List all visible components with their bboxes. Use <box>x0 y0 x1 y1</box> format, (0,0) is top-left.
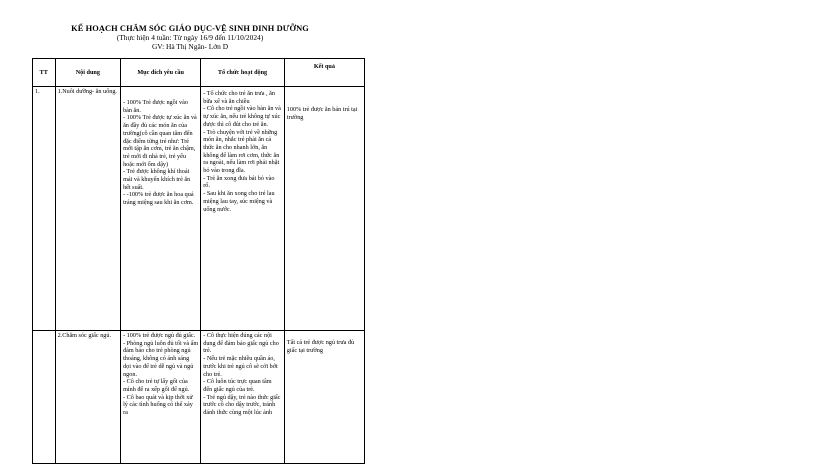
row-number <box>33 331 56 464</box>
plan-period: (Thực hiện 4 tuần: Từ ngày 16/9 đến 11/10/2024) <box>116 33 264 42</box>
row-content: 2.Chăm sóc giấc ngủ. <box>55 331 120 464</box>
teacher-info: GV: Hà Thị Ngân- Lớn D <box>151 42 229 51</box>
header-purpose: Mục đích yêu cầu <box>121 59 201 87</box>
purpose-line: - -100% trẻ được ăn hoa quả tráng miệng sau khi ăn cơm. <box>123 191 194 207</box>
row-result <box>284 87 364 331</box>
row-activities <box>201 87 285 331</box>
table-header-row <box>33 59 365 87</box>
activity-line: - Sau khi ăn xong cho trẻ lau miệng lau tay, súc miệng và uống nước. <box>203 190 275 213</box>
activity-line: - Tổ chức cho trẻ ăn trưa , ăn bữa xế và ăn chiều <box>203 90 275 105</box>
activity-line: - Nếu trẻ mặc nhiều quần áo, trước khi trẻ ngủ cô sẽ cởi bớt cho trẻ. <box>203 355 278 378</box>
purpose-line: - Phòng ngủ luôn đủ tối và ấm đảm bảo cho trẻ phòng ngủ thoáng, không có ánh sáng dọi vào để trẻ dễ ngủ và ngủ ngon. <box>123 339 199 378</box>
purpose-line: - Trẻ được không khí thoải mái và khuyến khích trẻ ăn hết suất. <box>123 168 191 191</box>
table-row <box>33 87 365 331</box>
purpose-line: - Cô bao quát và kịp thời xử lý các tình huống có thể xảy ra <box>123 393 193 417</box>
result-text: Tất cả trẻ được ngủ trưa đủ giấc tại trường <box>286 339 355 354</box>
purpose-line: - 100% Trẻ được ngồi vào bàn ăn. <box>123 99 188 114</box>
header-activities: Tổ chức hoạt động <box>201 59 285 87</box>
row-number: 1. <box>33 87 56 331</box>
purpose-line: - 100% trẻ được ngủ đủ giấc. <box>123 332 196 339</box>
purpose-line: - Cô cho trẻ tự lấy gối của mình để ra xếp gối để ngủ. <box>123 378 190 393</box>
row-activities <box>201 331 285 464</box>
activity-line: - Trò chuyện với trẻ về những món ăn, nhắc trẻ phải ăn cả thức ăn cho nhanh lớn, ăn không để làm rơi cơm, thức ăn ra ngoài, nếu làm rơi phải nhặt bỏ vào trong đĩa. <box>203 128 280 175</box>
result-text: 100% trẻ được ăn bán trú tại trường <box>286 106 358 121</box>
activity-line: - Cô thực hiện đúng các nội dung để đảm bảo giấc ngủ cho trẻ. <box>203 332 279 355</box>
header-tt: TT <box>33 59 56 87</box>
row-result <box>284 331 364 464</box>
plan-title: KẾ HOẠCH CHĂM SÓC GIÁO DỤC-VỆ SINH DINH DƯỠNG <box>71 24 309 33</box>
activity-line: - Trẻ ngủ dậy, trẻ nào thức giấc trước cô cho dậy trước, tránh đánh thức cùng một lúc ảnh <box>203 393 281 417</box>
plan-table <box>32 58 365 464</box>
activity-line: - Trẻ ăn xong đưa bát bỏ vào rổ. <box>203 174 275 190</box>
row-purpose <box>121 87 201 331</box>
purpose-line: - 100% Trẻ được tự xúc ăn và ăn đầy đủ các món ăn của trường(cô cần quan tâm đến đặc điểm từng trẻ như: Trẻ mới tập ăn cơm, trẻ ăn chậm, trẻ mới đi nhà trẻ, trẻ yếu hoặc mới ốm dậy) <box>123 114 197 168</box>
activity-line: - Cô luôn túc trực quan tâm đến giấc ngủ của trẻ. <box>203 378 272 393</box>
row-purpose <box>121 331 201 464</box>
row-content: 1.Nuôi dưỡng- ăn uống. <box>55 87 120 331</box>
activity-line: - Cô cho trẻ ngồi vào bàn ăn và tự xúc ăn, nếu trẻ không tự xúc được thì cô đút cho trẻ ăn. <box>203 105 281 128</box>
header-content: Nội dung <box>55 59 120 87</box>
header-result: Kết quả <box>284 59 364 87</box>
table-row <box>33 331 365 464</box>
